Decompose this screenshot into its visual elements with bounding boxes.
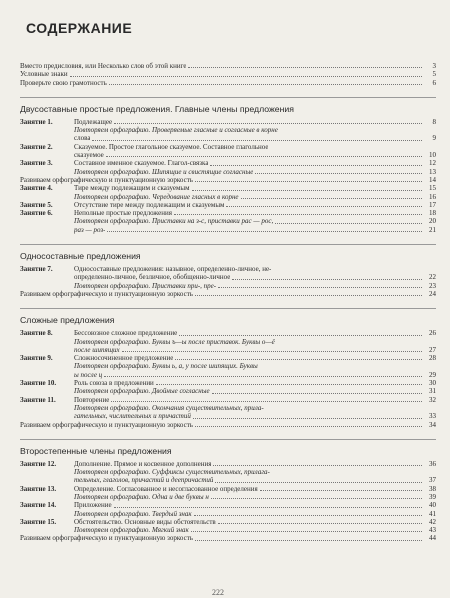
toc-entry[interactable] [20, 201, 436, 209]
toc-entry-page: 6 [432, 78, 436, 87]
toc-entry-text: Развиваем орфографическую и пунктуационную зоркость [20, 289, 193, 298]
toc-entry[interactable] [20, 493, 436, 501]
toc-entry-page: 9 [432, 134, 436, 143]
toc-entry[interactable] [20, 273, 436, 281]
toc-entry-text: Повторяем орфографию. Приставки при-, пре- [74, 281, 217, 290]
toc-entry[interactable] [20, 404, 436, 412]
toc-entry-page: 28 [429, 354, 436, 363]
toc-entry-text: Повторяем орфографию. Буквы ъ—ы после приставок. Буквы о—ё [74, 337, 275, 346]
toc-entry-text: Развиваем орфографическую и пунктуационную зоркость [20, 420, 193, 429]
toc-entry[interactable] [20, 159, 436, 167]
toc-entry-page: 21 [429, 225, 436, 234]
toc-entry-page: 37 [429, 476, 436, 485]
toc-entry[interactable] [20, 412, 436, 420]
dot-leader [195, 540, 422, 541]
dot-leader [226, 206, 422, 207]
toc-entry[interactable] [20, 79, 436, 87]
toc-entry-text: гательных, числительных и причастий [74, 412, 191, 421]
toc-entry[interactable] [20, 209, 436, 217]
toc-entry[interactable] [20, 118, 436, 126]
toc-entry[interactable] [20, 421, 436, 429]
section-heading: Односоставные предложения [20, 244, 436, 263]
toc-entry-page: 10 [429, 151, 436, 160]
toc-entry-text: Повторяем орфографию. Приставки на з-с, приставки рас — рос, [74, 217, 274, 226]
toc-entry[interactable] [20, 476, 436, 484]
toc-entry-text: Тире между подлежащим и сказуемым [74, 184, 190, 193]
toc-entry[interactable] [20, 62, 436, 70]
dot-leader [122, 351, 422, 352]
toc-entry-page: 5 [432, 70, 436, 79]
toc-entry-text: сказуемое [74, 151, 104, 160]
dot-leader [111, 401, 422, 402]
dot-leader [195, 181, 422, 182]
toc-entry-label: Занятие 14. [20, 501, 57, 510]
toc-entry-label: Занятие 4. [20, 184, 53, 193]
toc-entry[interactable] [20, 217, 436, 225]
dot-leader [156, 384, 422, 385]
toc-entry-page: 38 [429, 484, 436, 493]
toc-entry[interactable] [20, 184, 436, 192]
toc-entry[interactable] [20, 168, 436, 176]
toc-entry-text: Сказуемое. Простое глагольное сказуемое. Составное глагольное [74, 142, 269, 151]
dot-leader [212, 393, 422, 394]
toc-entry-page: 17 [429, 200, 436, 209]
toc-entry-page: 33 [429, 412, 436, 421]
toc-entry-text: Односоставные предложения: назывное, определенно-личное, не- [74, 265, 272, 274]
toc-entry-label: Занятие 5. [20, 200, 53, 209]
dot-leader [255, 173, 422, 174]
toc-entry[interactable] [20, 176, 436, 184]
toc-entry-text: Развиваем орфографическую и пунктуационную зоркость [20, 534, 193, 543]
toc-entry-text: Повторяем орфографию. Окончания существительных, прила- [74, 403, 264, 412]
toc-entry-page: 12 [429, 159, 436, 168]
dot-leader [106, 156, 422, 157]
dot-leader [213, 465, 422, 466]
page-title: СОДЕРЖАНИЕ [26, 20, 133, 36]
toc-entry-page: 20 [429, 217, 436, 226]
toc-entry-text: Повторяем орфографию. Твердый знак [74, 509, 192, 518]
toc-entry-text: Повторяем орфографию. Одна и две буквы н [74, 492, 209, 501]
dot-leader [104, 376, 422, 377]
toc-entry-page: 40 [429, 501, 436, 510]
dot-leader [195, 426, 422, 427]
toc-entry-page: 24 [429, 289, 436, 298]
toc-entry-page: 39 [429, 492, 436, 501]
toc-entry-label: Занятие 3. [20, 159, 53, 168]
dot-leader [188, 67, 422, 68]
toc-entry-page: 42 [429, 517, 436, 526]
toc-entry-page: 3 [432, 62, 436, 70]
section-heading: Сложные предложения [20, 308, 436, 327]
dot-leader [174, 214, 422, 215]
toc-entry[interactable] [20, 518, 436, 526]
toc-entry-label: Занятие 12. [20, 459, 57, 468]
toc-entry[interactable] [20, 143, 436, 151]
dot-leader [107, 231, 422, 232]
toc-entry-text: Повторяем орфографию. Проверяемые гласные и согласные в корне [74, 126, 278, 135]
toc-entry[interactable] [20, 354, 436, 362]
toc-entry-text: Неполные простые предложения [74, 209, 172, 218]
toc-entry-text: ы после ц [74, 370, 103, 379]
dot-leader [215, 482, 422, 483]
toc-entry-text: Условные знаки [20, 70, 68, 79]
toc-entry[interactable] [20, 362, 436, 370]
dot-leader [241, 198, 422, 199]
toc-entry-label: Занятие 15. [20, 517, 57, 526]
toc-entry-page: 23 [429, 281, 436, 290]
toc-entry-page: 8 [432, 117, 436, 126]
toc-entry-text: Повторяем орфографию. Мягкий знак [74, 526, 189, 535]
toc-entry-text: раз — роз- [74, 225, 106, 234]
toc-entry-label: Занятие 10. [20, 379, 57, 388]
dot-leader [192, 190, 422, 191]
section-heading: Двусоставные простые предложения. Главные члены предложения [20, 97, 436, 116]
dot-leader [114, 123, 422, 124]
toc-entry-text: Повторяем орфографию. Двойные согласные [74, 387, 210, 396]
toc-entry-label: Занятие 8. [20, 329, 53, 338]
toc-entry-text: тельных, глаголов, причастий и деепричастий [74, 476, 214, 485]
table-of-contents [20, 62, 436, 543]
dot-leader [191, 531, 422, 532]
toc-entry-page: 31 [429, 387, 436, 396]
dot-leader [70, 76, 422, 77]
toc-entry-text: Повторяем орфографию. Суффиксы существительных, прилага- [74, 468, 270, 477]
toc-entry-text: Роль союза в предложении [74, 379, 154, 388]
toc-entry-text: Повторяем орфографию. Чередование гласных в корне [74, 192, 239, 201]
toc-entry-page: 14 [429, 175, 436, 184]
toc-entry-text: Бессоюзное сложное предложение [74, 329, 178, 338]
toc-entry-page: 30 [429, 379, 436, 388]
toc-entry-label: Занятие 6. [20, 209, 53, 218]
toc-entry-text: Повторение [74, 395, 110, 404]
section-heading: Второстепенные члены предложения [20, 439, 436, 458]
toc-entry[interactable] [20, 468, 436, 476]
toc-entry-text: Повторяем орфографию. Буквы ь, а, у после шипящих. Буквы [74, 362, 258, 371]
dot-leader [195, 295, 422, 296]
toc-entry-text: Вместо предисловия, или Несколько слов об этой книге [20, 62, 187, 70]
toc-entry-text: Обстоятельство. Основные виды обстоятельств [74, 517, 216, 526]
dot-leader [92, 140, 422, 141]
toc-entry-page: 22 [429, 273, 436, 282]
toc-entry[interactable] [20, 379, 436, 387]
dot-leader [194, 515, 422, 516]
toc-entry-text: Составное именное сказуемое. Глагол-связка [74, 159, 209, 168]
toc-entry-label: Занятие 13. [20, 484, 57, 493]
dot-leader [218, 287, 422, 288]
toc-entry-label: Занятие 1. [20, 117, 53, 126]
toc-entry-label: Занятие 2. [20, 142, 53, 151]
dot-leader [175, 359, 422, 360]
toc-entry[interactable] [20, 290, 436, 298]
toc-entry-page: 44 [429, 534, 436, 543]
toc-entry[interactable] [20, 134, 436, 142]
toc-entry[interactable] [20, 526, 436, 534]
toc-entry-page: 13 [429, 167, 436, 176]
toc-entry[interactable] [20, 151, 436, 159]
toc-entry-page: 32 [429, 395, 436, 404]
toc-entry-text: Проверьте свою грамотность [20, 78, 107, 87]
dot-leader [260, 490, 422, 491]
toc-entry-page: 43 [429, 526, 436, 535]
toc-entry[interactable] [20, 371, 436, 379]
toc-entry-page: 18 [429, 209, 436, 218]
toc-entry-text: Отсутствие тире между подлежащим и сказуемым [74, 200, 225, 209]
toc-entry[interactable] [20, 485, 436, 493]
toc-entry[interactable] [20, 510, 436, 518]
toc-entry-page: 41 [429, 509, 436, 518]
toc-entry-text: после шипящих [74, 345, 120, 354]
toc-entry-text: Развиваем орфографическую и пунктуационную зоркость [20, 175, 193, 184]
toc-entry[interactable] [20, 501, 436, 509]
toc-entry[interactable] [20, 226, 436, 234]
toc-entry-page: 16 [429, 192, 436, 201]
dot-leader [211, 498, 422, 499]
toc-entry-text: Повторяем орфографию. Шипящие и свистящие согласные [74, 167, 254, 176]
toc-entry[interactable] [20, 126, 436, 134]
toc-entry-label: Занятие 9. [20, 354, 53, 363]
dot-leader [114, 507, 422, 508]
dot-leader [275, 223, 422, 224]
toc-entry[interactable] [20, 460, 436, 468]
dot-leader [232, 279, 422, 280]
toc-entry-page: 34 [429, 420, 436, 429]
toc-entry-label: Занятие 11. [20, 395, 56, 404]
toc-entry-page: 36 [429, 459, 436, 468]
dot-leader [179, 335, 422, 336]
page-number: 222 [212, 588, 224, 597]
toc-entry-text: определенно-личное, безличное, обобщенно-личное [74, 273, 231, 282]
toc-entry-page: 26 [429, 329, 436, 338]
toc-entry-page: 27 [429, 345, 436, 354]
toc-entry[interactable] [20, 70, 436, 78]
toc-entry[interactable] [20, 396, 436, 404]
toc-entry-text: слова [74, 134, 91, 143]
toc-entry[interactable] [20, 387, 436, 395]
toc-entry[interactable] [20, 265, 436, 273]
toc-entry-text: Подлежащее [74, 117, 113, 126]
toc-entry[interactable] [20, 329, 436, 337]
toc-entry[interactable] [20, 346, 436, 354]
toc-entry[interactable] [20, 338, 436, 346]
dot-leader [109, 84, 422, 85]
dot-leader [210, 165, 422, 166]
toc-entry-text: Приложение [74, 501, 112, 510]
toc-entry-text: Сложносочиненное предложение [74, 354, 174, 363]
toc-entry[interactable] [20, 534, 436, 542]
toc-entry[interactable] [20, 193, 436, 201]
toc-entry-text: Определение. Согласованное и несогласованное определения [74, 484, 258, 493]
dot-leader [193, 418, 422, 419]
toc-entry-text: Дополнение. Прямое и косвенное дополнения [74, 459, 212, 468]
toc-entry[interactable] [20, 282, 436, 290]
dot-leader [218, 523, 422, 524]
toc-entry-label: Занятие 7. [20, 265, 53, 274]
toc-entry-page: 29 [429, 370, 436, 379]
toc-entry-page: 15 [429, 184, 436, 193]
